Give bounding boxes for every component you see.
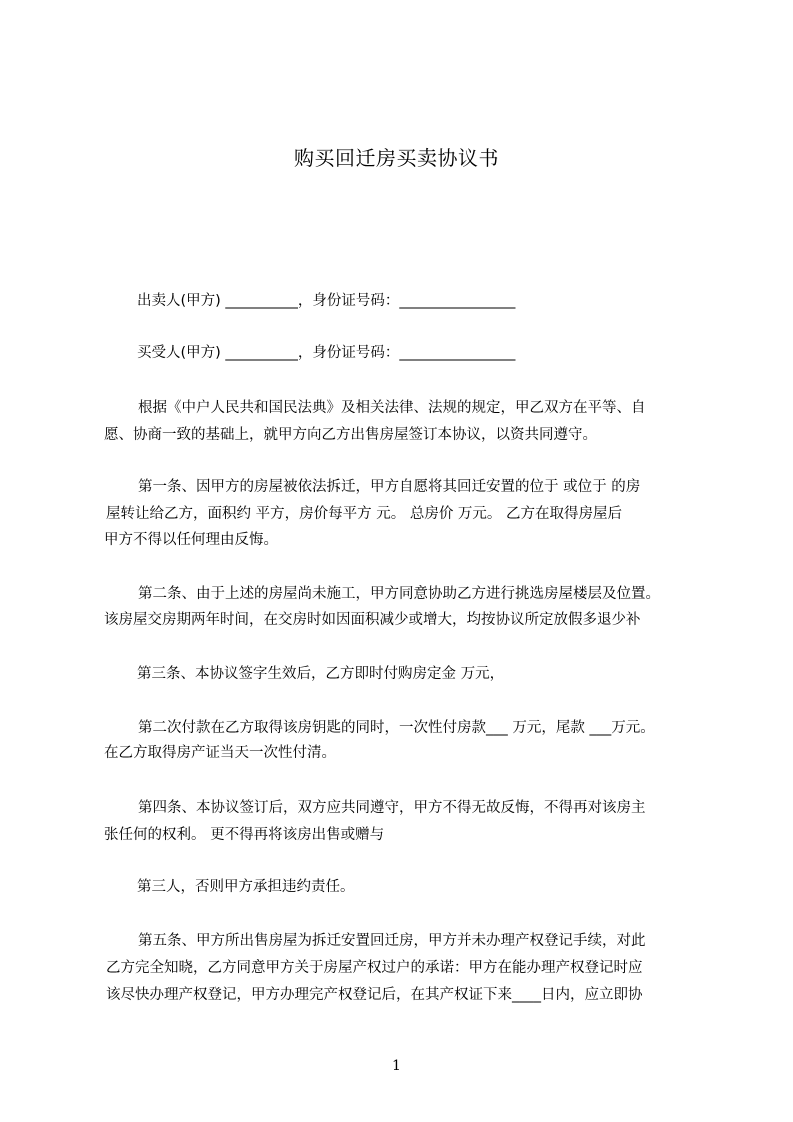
article-5-line-1: 第五条、甲方所出售房屋为拆迁安置回迁房，甲方并未办理产权登记手续，对此 bbox=[138, 933, 646, 949]
article-1-line-2: 屋转让给乙方，面积约 平方，房价每平方 元。 总房价 万元。 乙方在取得房屋后 bbox=[106, 506, 623, 522]
preamble-line-1: 根据《中户人民共和国民法典》及相关法律、法规的规定，甲乙双方在平等、自 bbox=[138, 400, 646, 416]
seller-line: 出卖人(甲方) __________，身份证号码：________________ bbox=[137, 293, 516, 309]
article-2-line-1: 第二条、由于上述的房屋尚未施工，甲方同意协助乙方进行挑选房屋楼层及位置。 bbox=[138, 586, 660, 602]
preamble-line-2: 愿、协商一致的基础上，就甲方向乙方出售房屋签订本协议，以资共同遵守。 bbox=[104, 427, 597, 443]
document-title: 购买回迁房买卖协议书 bbox=[294, 146, 499, 170]
article-1-line-1: 第一条、因甲方的房屋被依法拆迁，甲方自愿将其回迁安置的位于 或位于 的房 bbox=[138, 479, 641, 495]
page-number: 1 bbox=[392, 1058, 401, 1074]
third-party-line: 第三人，否则甲方承担违约责任。 bbox=[137, 879, 355, 895]
buyer-line: 买受人(甲方) __________，身份证号码：________________ bbox=[137, 345, 516, 361]
article-2-line-2: 该房屋交房期两年时间，在交房时如因面积减少或增大，均按协议所定放假多退少补 bbox=[104, 612, 641, 628]
second-payment-line-1: 第二次付款在乙方取得该房钥匙的同时，一次性付房款___ 万元，尾款 ___万元。 bbox=[138, 720, 655, 736]
article-3-line-1: 第三条、本协议签字生效后，乙方即时付购房定金 万元， bbox=[137, 666, 505, 682]
second-payment-line-2: 在乙方取得房产证当天一次性付清。 bbox=[104, 745, 336, 761]
article-5-line-3: 该尽快办理产权登记，甲方办理完产权登记后，在其产权证下来____日内，应立即协 bbox=[106, 987, 643, 1003]
article-4-line-2: 张任何的权利。 更不得再将该房出售或赠与 bbox=[104, 827, 385, 843]
article-5-line-2: 乙方完全知晓，乙方同意甲方关于房屋产权过户的承诺：甲方在能办理产权登记时应 bbox=[106, 960, 643, 976]
article-4-line-1: 第四条、本协议签订后，双方应共同遵守，甲方不得无故反悔，不得再对该房主 bbox=[138, 800, 646, 816]
article-1-line-3: 甲方不得以任何理由反悔。 bbox=[104, 532, 278, 548]
